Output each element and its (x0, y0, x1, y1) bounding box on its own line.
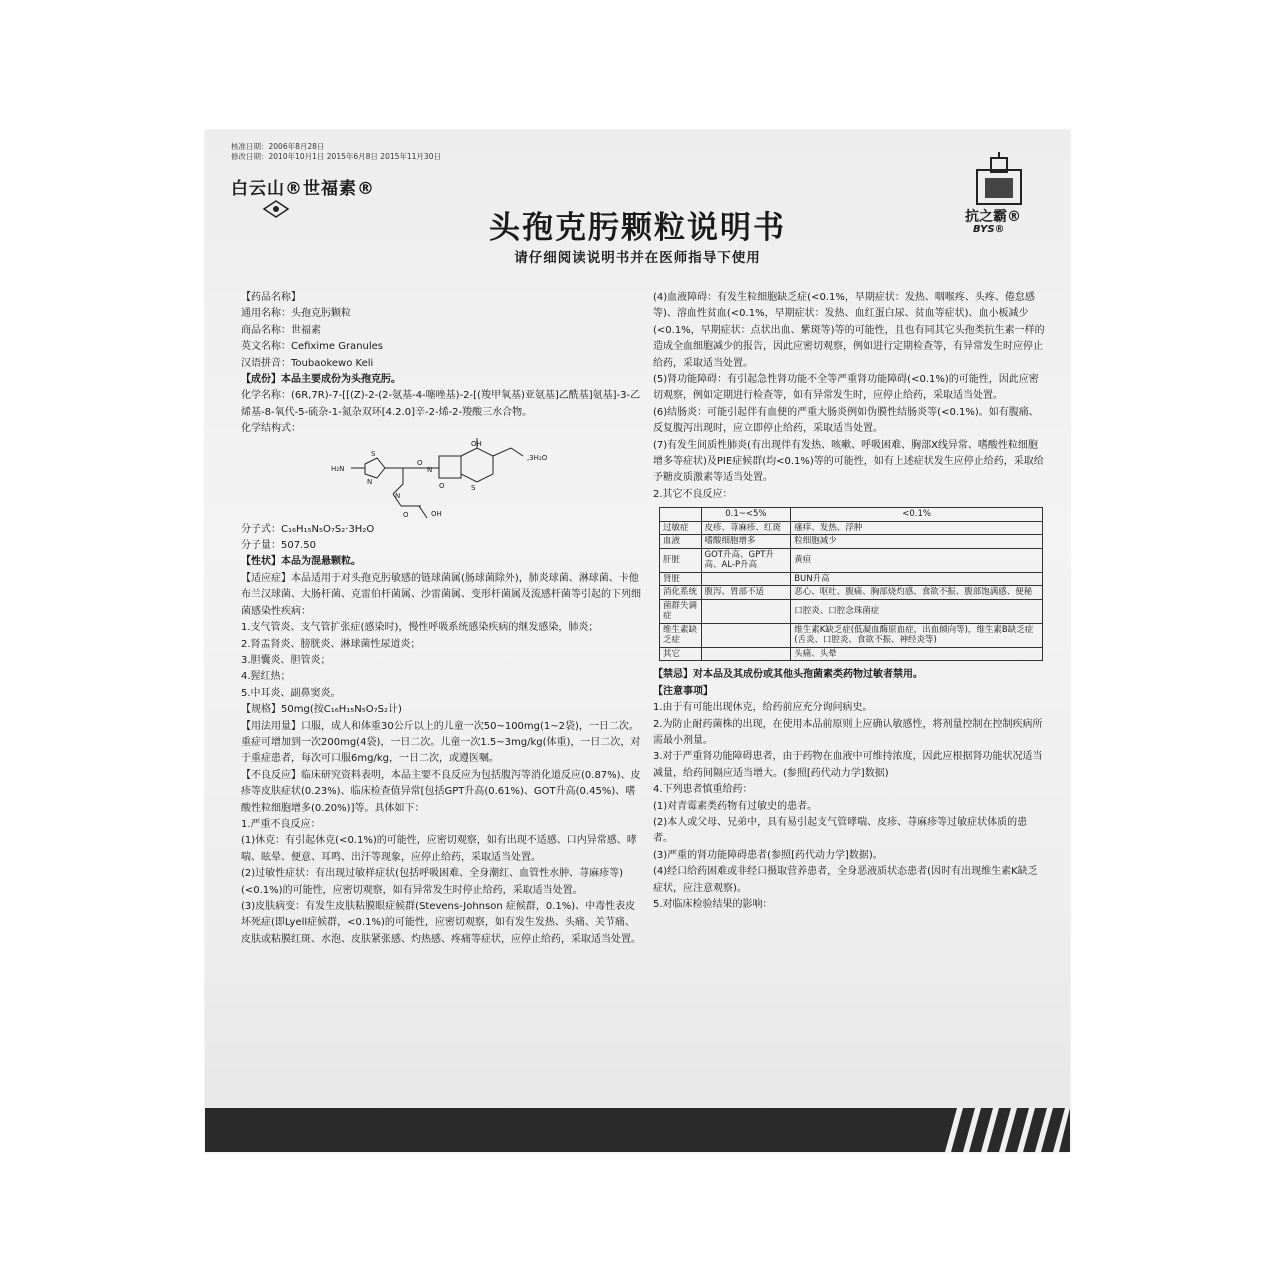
svg-text:H₂N: H₂N (331, 464, 345, 473)
table-cell (701, 623, 791, 647)
svg-text:S: S (471, 483, 476, 492)
table-cell (701, 599, 791, 623)
table-cell: 肾脏 (660, 572, 702, 586)
right-brand: 抗之霸® (965, 209, 1021, 225)
brand-name: 白云山®世福素® (231, 179, 375, 199)
table-cell: 消化系统 (660, 586, 702, 600)
specification: 【规格】50mg(按C₁₆H₁₅N₅O₇S₂计) (241, 704, 402, 716)
chemical-structure-label: 化学结构式： (241, 423, 301, 435)
table-cell: 血液 (660, 535, 702, 549)
precaution-item: (3)严重的肾功能障碍患者(参照[药代动力学]数据)。 (653, 849, 883, 861)
other-reactions-heading: 2.其它不良反应： (653, 488, 733, 500)
severe-item: (1)休克：有引起休克(<0.1%)的可能性，应密切观察，如有出现不适感、口内异常感、哮喘、眩晕、便意、耳鸣、出汗等现象，应停止给药，采取适当处置。 (241, 835, 637, 863)
svg-text:,3H₂O: ,3H₂O (527, 453, 548, 462)
table-cell: 肝脏 (660, 548, 702, 572)
indication-item: 2.肾盂肾炎、膀胱炎、淋球菌性尿道炎； (241, 638, 421, 650)
svg-text:N: N (367, 477, 373, 486)
indications: 【适应症】本品适用于对头孢克肟敏感的链球菌属(肠球菌除外)，肺炎球菌、淋球菌、卡他布兰汉球菌、大肠杆菌、克雷伯杆菌属、沙雷菌属、变形杆菌属及流感杆菌等引起的下列细菌感染性疾病： (241, 572, 641, 617)
bys-logo-icon (973, 152, 1025, 208)
table-cell: 瘙痒、发热、浮肿 (791, 521, 1043, 535)
svg-text:O: O (439, 481, 445, 490)
table-cell: BUN升高 (791, 572, 1043, 586)
table-row (660, 647, 1043, 661)
table-row (660, 599, 1043, 623)
table-cell: 过敏症 (660, 521, 702, 535)
precaution-item: 3.对于严重肾功能障碍患者，由于药物在血液中可维持浓度，因此应根据肾功能状况适当减量，给药间隔应适当增大。(参照[药代动力学]数据) (653, 751, 1043, 779)
composition: 【成份】本品主要成份为头孢克肟。 (241, 374, 401, 386)
molecular-formula: 分子式：C₁₆H₁₅N₅O₇S₂·3H₂O (241, 523, 375, 535)
adverse-reactions-table (659, 507, 1043, 661)
table-cell: 皮疹、荨麻疹、红斑 (701, 521, 791, 535)
page-subtitle: 请仔细阅读说明书并在医师指导下使用 (514, 250, 761, 266)
indication-item: 3.胆囊炎、胆管炎； (241, 654, 331, 666)
precaution-item: (4)经口给药困难或非经口摄取营养患者，全身恶液质状态患者(因时有出现维生素K缺乏症状，应注意观察)。 (653, 866, 1038, 894)
severe-item: (7)有发生间质性肺炎(有出现伴有发热、咳嗽、呼吸困难、胸部X线异常、嗜酸性粒细胞增多等症状)及PIE症候群(均<0.1%)等的可能性，如有上述症状发生应停止给药，采取给予糖皮质激素等适当处置。 (653, 439, 1044, 484)
indication-item: 5.中耳炎、副鼻窦炎。 (241, 687, 341, 699)
generic-name: 通用名称：头孢克肟颗粒 (241, 308, 351, 320)
bottom-decorative-band (205, 1108, 1070, 1152)
table-cell: 腹泻、胃部不适 (701, 586, 791, 600)
precaution-item: 5.对临床检验结果的影响： (653, 898, 773, 910)
stripe-pattern-icon (205, 1108, 1070, 1152)
adverse-reactions: 【不良反应】临床研究资料表明，本品主要不良反应为包括腹泻等消化道反应(0.87%)、皮疹等皮肤症状(0.23%)、临床检查值异常[包括GPT升高(0.61%)、GOT升高(0.45%)、嗜酸性粒细胞增多(0.20%)]等。具体如下： (241, 769, 641, 814)
table-cell: 菌群失调症 (660, 599, 702, 623)
svg-text:N: N (427, 465, 433, 474)
svg-text:OH: OH (431, 509, 442, 518)
table-cell: 维生素缺乏症 (660, 623, 702, 647)
pinyin-name: 汉语拼音：Toubaokewo Keli (241, 357, 374, 369)
table-cell (701, 572, 791, 586)
severe-item: (6)结肠炎：可能引起伴有血便的严重大肠炎例如伪膜性结肠炎等(<0.1%)。如有腹痛、反复腹泻出现时，应立即停止给药，采取适当处置。 (653, 406, 1039, 435)
revision-dates: 修改日期：2010年10月1日 2015年6月8日 2015年11月30日 (231, 152, 441, 161)
chemical-name: 化学名称：(6R,7R)-7-[[(Z)-2-(2-氨基-4-噻唑基)-2-[(羧甲氧基)亚氨基]乙酰基]氨基]-3-乙烯基-8-氧代-5-硫杂-1-氮杂双环[4.2.0]辛-2-烯-2-羧酸三水合物。 (241, 390, 641, 418)
precaution-item: (2)本人或父母、兄弟中，具有易引起支气管哮喘、皮疹、荨麻疹等过敏症状体质的患者。 (653, 816, 1028, 845)
table-cell (701, 647, 791, 661)
table-cell: 嗜酸细胞增多 (701, 535, 791, 549)
table-row (660, 586, 1043, 600)
right-column (653, 290, 1045, 913)
svg-text:S: S (371, 449, 376, 458)
indication-item: 4.猩红热； (241, 671, 291, 683)
precaution-item: 2.为防止耐药菌株的出现，在使用本品前原则上应确认敏感性，将剂量控制在控制疾病所需最小剂量。 (653, 718, 1043, 746)
contraindications: 【禁忌】对本品及其成份或其他头孢菌素类药物过敏者禁用。 (653, 669, 923, 681)
left-column (241, 290, 641, 948)
instruction-sheet (205, 130, 1070, 1152)
english-name: 英文名称：Cefixime Granules (241, 341, 384, 353)
chemical-structure (241, 438, 641, 522)
approval-date: 核准日期：2006年8月28日 (231, 142, 325, 151)
drug-name-heading: 【药品名称】 (241, 292, 301, 303)
severe-item: (5)肾功能障碍：有引起急性肾功能不全等严重肾功能障碍(<0.1%)的可能性，因此应密切观察，例如定期进行检查等，如有异常发生时，应停止给药，采取适当处置。 (653, 374, 1039, 402)
approval-dates (231, 142, 441, 162)
table-header-row (660, 508, 1043, 522)
page-title: 头孢克肟颗粒说明书 (489, 210, 786, 246)
table-cell: 粒细胞减少 (791, 535, 1043, 549)
table-row (660, 521, 1043, 535)
severe-item: (3)皮肤病变：有发生皮肤粘膜眼症候群(Stevens-Johnson 症候群，0.1%)、中毒性表皮坏死症(即Lyell症候群，<0.1%)的可能性，应密切观察，如有发生发热、头痛、关节痛、皮肤或粘膜红斑、水泡、皮肤紧张感、灼热感、疼痛等症状，应停止给药，采取适当处置。 (241, 901, 641, 945)
table-row (660, 548, 1043, 572)
table-cell: 黄疸 (791, 548, 1043, 572)
cefixime-structure-icon (331, 438, 591, 522)
table-header: <0.1% (791, 508, 1043, 522)
precaution-item: 1.由于有可能出现休克，给药前应充分询问病史。 (653, 702, 873, 714)
right-brand-sub: BYS® (973, 224, 1005, 235)
svg-text:N: N (395, 491, 401, 500)
precaution-item: 4.下列患者慎重给药： (653, 784, 753, 796)
severe-item: (4)血液障碍：有发生粒细胞缺乏症(<0.1%，早期症状：发热、咽喉疼、头疼、倦怠感等)、溶血性贫血(<0.1%，早期症状：发热、血红蛋白尿、贫血等症状)、血小板减少(<0.1%，早期症状：点状出血、紫斑等)等的可能性，且也有同其它头孢类抗生素一样的造成全血细胞减少的报告，因此应密切观察，例如进行定期检查等，有异常发生时应停止给药，采取适当处置。 (653, 292, 1045, 369)
precaution-item: (1)对青霉素类药物有过敏史的患者。 (653, 800, 818, 812)
severe-heading: 1.严重不良反应： (241, 818, 321, 830)
indication-item: 1.支气管炎、支气管扩张症(感染时)，慢性呼吸系统感染疾病的继发感染，肺炎； (241, 622, 599, 634)
severe-item: (2)过敏性症状：有出现过敏样症状(包括呼吸困难、全身潮红、血管性水肿、荨麻疹等)(<0.1%)的可能性，应密切观察，如有异常发生时停止给药，采取适当处置。 (241, 868, 623, 896)
precautions-heading: 【注意事项】 (653, 685, 713, 697)
table-cell: 口腔炎、口腔念珠菌症 (791, 599, 1043, 623)
table-cell: 恶心、呕吐、腹痛、胸部烧灼感、食欲不振、腹部饱满感、便秘 (791, 586, 1043, 600)
table-cell: 维生素K缺乏症(低凝血酶原血症，出血倾向等)，维生素B缺乏症(舌炎、口腔炎、食欲不振、神经炎等) (791, 623, 1043, 647)
table-header (660, 508, 702, 522)
table-cell: GOT升高、GPT升高、AL-P升高 (701, 548, 791, 572)
svg-text:O: O (403, 510, 409, 519)
trade-name: 商品名称：世福素 (241, 324, 321, 336)
properties: 【性状】本品为混悬颗粒。 (241, 556, 361, 568)
table-header: 0.1~<5% (701, 508, 791, 522)
table-cell: 其它 (660, 647, 702, 661)
table-row (660, 572, 1043, 586)
dosage: 【用法用量】口服，成人和体重30公斤以上的儿童一次50~100mg(1~2袋)，一日二次。重症可增加到一次200mg(4袋)，一日二次。儿童一次1.5~3mg/kg(体重)，一日二次，对于重症患者，每次可口服6mg/kg，一日二次，或遵医嘱。 (241, 720, 641, 765)
table-row (660, 535, 1043, 549)
molecular-weight: 分子量：507.50 (241, 540, 316, 552)
table-row (660, 623, 1043, 647)
table-cell: 头痛、头晕 (791, 647, 1043, 661)
svg-text:O: O (417, 458, 423, 467)
svg-text:OH: OH (471, 439, 482, 448)
